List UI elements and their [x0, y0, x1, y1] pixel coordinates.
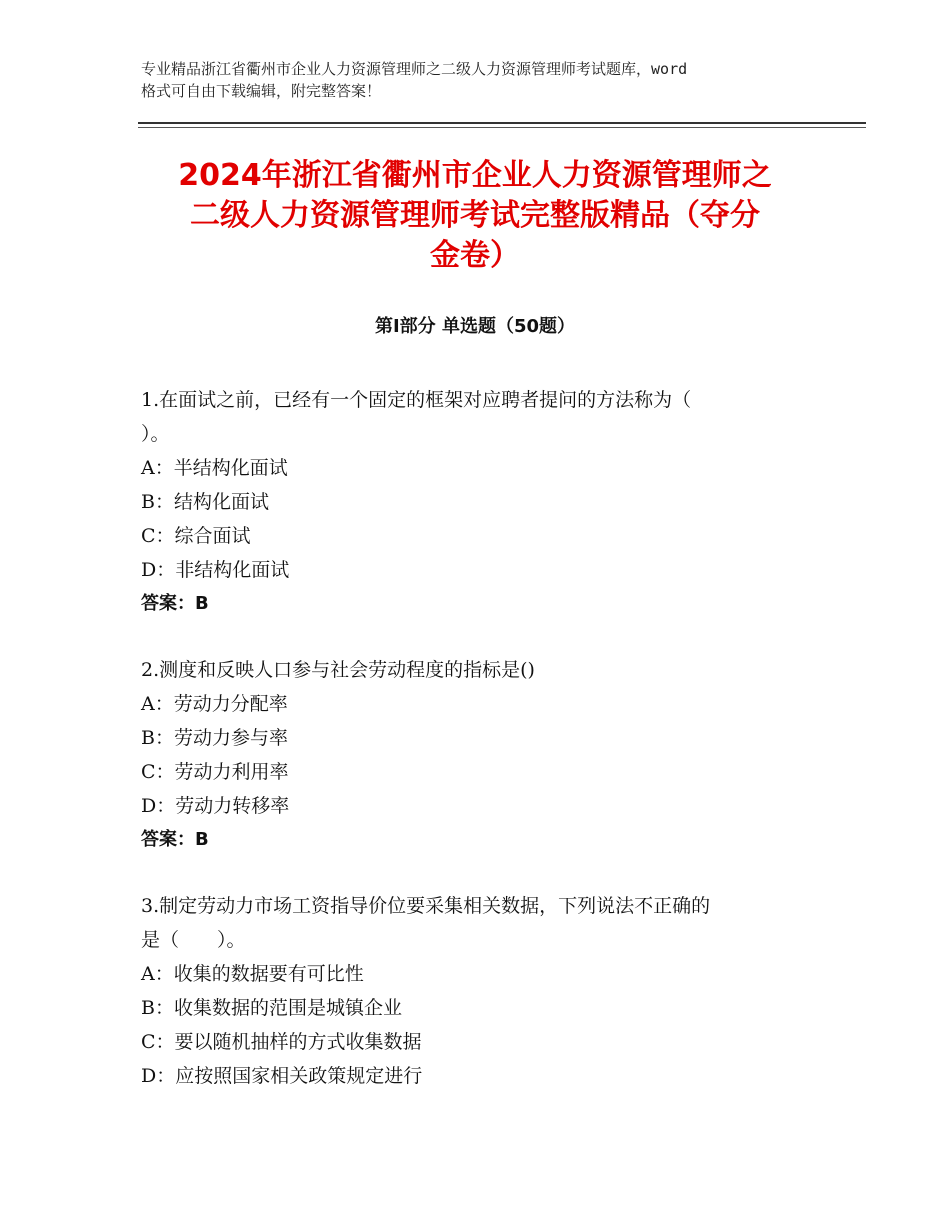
question-3	[141, 889, 831, 1093]
option-a: A：劳动力分配率	[141, 693, 288, 715]
section-heading: 第Ⅰ部分 单选题（50题）	[374, 316, 575, 337]
header-note	[141, 58, 831, 102]
option-d: D：非结构化面试	[141, 559, 290, 581]
answer-line: 答案：B	[141, 829, 209, 850]
option-c: C：综合面试	[141, 525, 251, 547]
option-d: D：劳动力转移率	[141, 795, 290, 817]
question-1	[141, 383, 831, 621]
option-d: D：应按照国家相关政策规定进行	[141, 1065, 423, 1087]
option-b: B：结构化面试	[141, 491, 269, 513]
question-stem-line: 2.测度和反映人口参与社会劳动程度的指标是()	[141, 659, 535, 681]
option-c: C：要以随机抽样的方式收集数据	[141, 1031, 422, 1053]
header-note-line-1: 专业精品浙江省衢州市企业人力资源管理师之二级人力资源管理师考试题库，word	[141, 60, 688, 78]
header-note-line-2: 格式可自由下载编辑，附完整答案！	[141, 82, 382, 100]
document-title-line-2: 二级人力资源管理师考试完整版精品（夺分	[190, 198, 760, 233]
question-stem-line: 1.在面试之前，已经有一个固定的框架对应聘者提问的方法称为（	[141, 389, 692, 411]
option-a: A：收集的数据要有可比性	[141, 963, 364, 985]
option-a: A：半结构化面试	[141, 457, 288, 479]
answer-line: 答案：B	[141, 593, 209, 614]
option-b: B：劳动力参与率	[141, 727, 288, 749]
question-2	[141, 653, 831, 857]
question-list	[141, 383, 831, 1125]
header-divider-thin	[138, 127, 866, 128]
option-c: C：劳动力利用率	[141, 761, 289, 783]
option-b: B：收集数据的范围是城镇企业	[141, 997, 402, 1019]
document-title-line-1: 2024年浙江省衢州市企业人力资源管理师之	[178, 158, 772, 193]
document-title-line-3: 金卷）	[430, 238, 520, 273]
question-stem-line: 是（ ）。	[141, 929, 246, 951]
header-divider-thick	[138, 122, 866, 124]
document-title	[110, 156, 840, 276]
question-stem-line: 3.制定劳动力市场工资指导价位要采集相关数据，下列说法不正确的	[141, 895, 711, 917]
question-stem-line: ）。	[141, 423, 170, 445]
